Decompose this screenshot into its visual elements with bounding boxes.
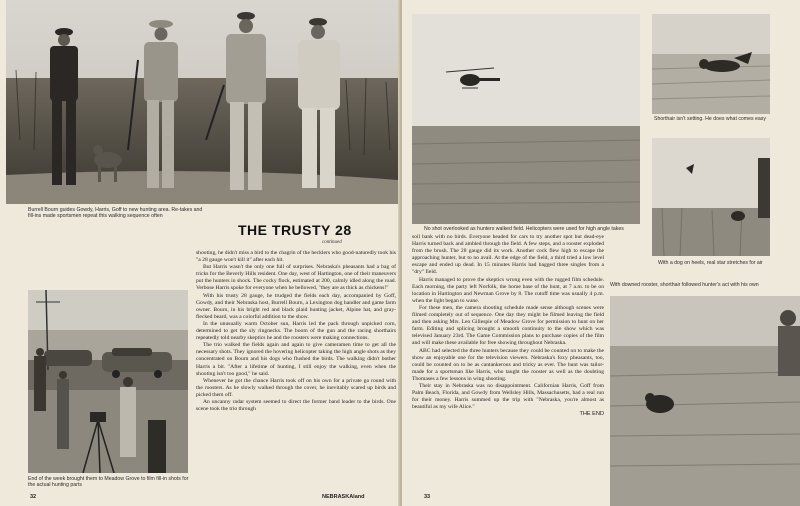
shorthair-top-photo xyxy=(652,14,770,114)
article-title: THE TRUSTY 28 xyxy=(238,222,352,238)
shorthair-mid-photo xyxy=(652,138,770,256)
paragraph: Whenever he got the chance Harris took off on his own for a private go round with the roosters. As he slowly walked through the cover, he inevitably scared up birds and picked them off. xyxy=(196,377,396,398)
shorthair-mid-caption: With a dog on heels, real star stretches for air xyxy=(658,260,763,266)
shorthair-top-caption: Shorthair isn't setting. He does what comes easy xyxy=(654,116,766,122)
downed-rooster-caption: With downed rooster, shorthair followed hunter's act with his own xyxy=(610,282,759,288)
page-number-right: 33 xyxy=(424,494,431,500)
helicopter-field-photo xyxy=(412,14,640,224)
meadow-grove-photo xyxy=(28,290,188,473)
paragraph: The trio walked the fields again and again to give cameramen time to get all the necessary shots. They ignored the hovering helicopter taking the high angle shots as they concentrated on Bourn and his dogs who flushed the birds. The walking didn't bother Harris a bit. "After a lifetime of hunting, I still enjoy the walking, even when the shooting isn't too good," he said. xyxy=(196,342,396,377)
paragraph: Harris managed to prove the skeptics wrong even with the rugged film schedule. Each morning, the party left Norfolk, the home base of the hunt, at 7 a.m. to be on location in Hartington and Newman Grove by 8. The cutoff time was usually 4 p.m. when the light began to wane. xyxy=(412,276,604,304)
paragraph: But Harris wasn't the only one full of surprises. Nebraska's pheasants had a bag of tricks for the Beverly Hills resident. One day, west of Hartington, one of their maneuvers put the hunters in shock. The cocky flock, estimated at 200, calmly idled along the road. Verbose Harris spoke for everyone when he bellowed, "they are as thick as chickens!" xyxy=(196,264,396,292)
paragraph: Their stay in Nebraska was no disappointment. Californian Harris, Goff from Palm Beach, Florida, and Gowdy from Wellsley Hills, Massachusetts, had a real run for their money. Harris summed up the trip with "Nebraska, you're almost as beautiful as my wife Alice." xyxy=(412,382,604,411)
paragraph: With his trusty 28 gauge, he trudged the fields each day, accompanied by Goff, Gowdy, and their Nebraska host, Burrell Bourn, a Lexington dog handler and game farm owner. Bourn, in his bright red and black plaid hunting jacket, Alpine hat, and gray-flecked beard, was a colorful addition to the show. xyxy=(196,292,396,320)
downed-rooster-photo xyxy=(610,296,800,506)
paragraph: For these men, the camera shooting schedule made sense although scenes were filmed completely out of sequence. One day they might be filmed leaving the field and then asking Mrs. Leo Gillespie of Meadow Grove for permission to hunt on her farm. Editing and splicing brought a smooth continuity to the show which was televised January 23rd. The Game Commission plans to purchase copies of the film and will make these available for free showing throughout Nebraska. xyxy=(412,304,604,347)
top-photo-caption: Burrell Bourn guides Gowdy, Harris, Goff to new hunting area. Re-takes and fill-ins made sportsmen repeat this walking sequence often xyxy=(28,207,203,220)
paragraph: In the unusually warm October sun, Harris led the pack through unpicked corn, determined to get the sly ringnecks. The boom of the gun and the racing shorthairs repeatedly told nearby skeptics he and the roosters were making connections. xyxy=(196,320,396,342)
left-article-column xyxy=(196,250,396,502)
paragraph: ABC had selected the three hunters because they could be counted on to make the show an enjoyable one for the television viewers. Nebraska's foxy pheasants, too, could be counted on to be as cantankerous and tricky as ever. The hunt was tailor-made for a sportsman like Harris, who taught the rooster as well as the doubting Thomases a few lessons in wing shooting. xyxy=(412,347,604,382)
bottom-photo-caption: End of the week brought them to Meadow Grove to film fill-in shots for the actual hunting parts xyxy=(28,476,189,489)
right-article-column xyxy=(412,234,604,496)
helicopter-caption: No shot overlooked as hunters walked field. Helicopters were used for high angle takes xyxy=(424,226,624,232)
hunters-walking-photo xyxy=(6,0,398,204)
right-page xyxy=(402,0,800,506)
magazine-title: NEBRASKAland xyxy=(322,494,365,500)
paragraph: An uncanny radar system seemed to direct the former band leader to the birds. One scene took the trio through xyxy=(196,398,396,413)
continued-label: continued xyxy=(322,240,342,245)
paragraph: shooting, he didn't miss a bird to the chagrin of the hecklers who good-naturedly took his "a 28 gauge won't kill it" after each hit. xyxy=(196,250,396,264)
paragraph: soil bank with no birds. Everyone headed for cars to try another spot but dead-eye Harris turned back and ambled through the field. A few steps, and a rooster exploded from the brush. The 28 gauge did its work. Another cock flew high to escape the approaching hunter, but to no avail. At the edge of the field, a third tried a low level escape and ended up dead. In 15 minutes Harris had bagged three singles from a "dry" field. xyxy=(412,234,604,276)
page-number-left: 32 xyxy=(30,494,37,500)
the-end-label: THE END xyxy=(579,411,604,418)
